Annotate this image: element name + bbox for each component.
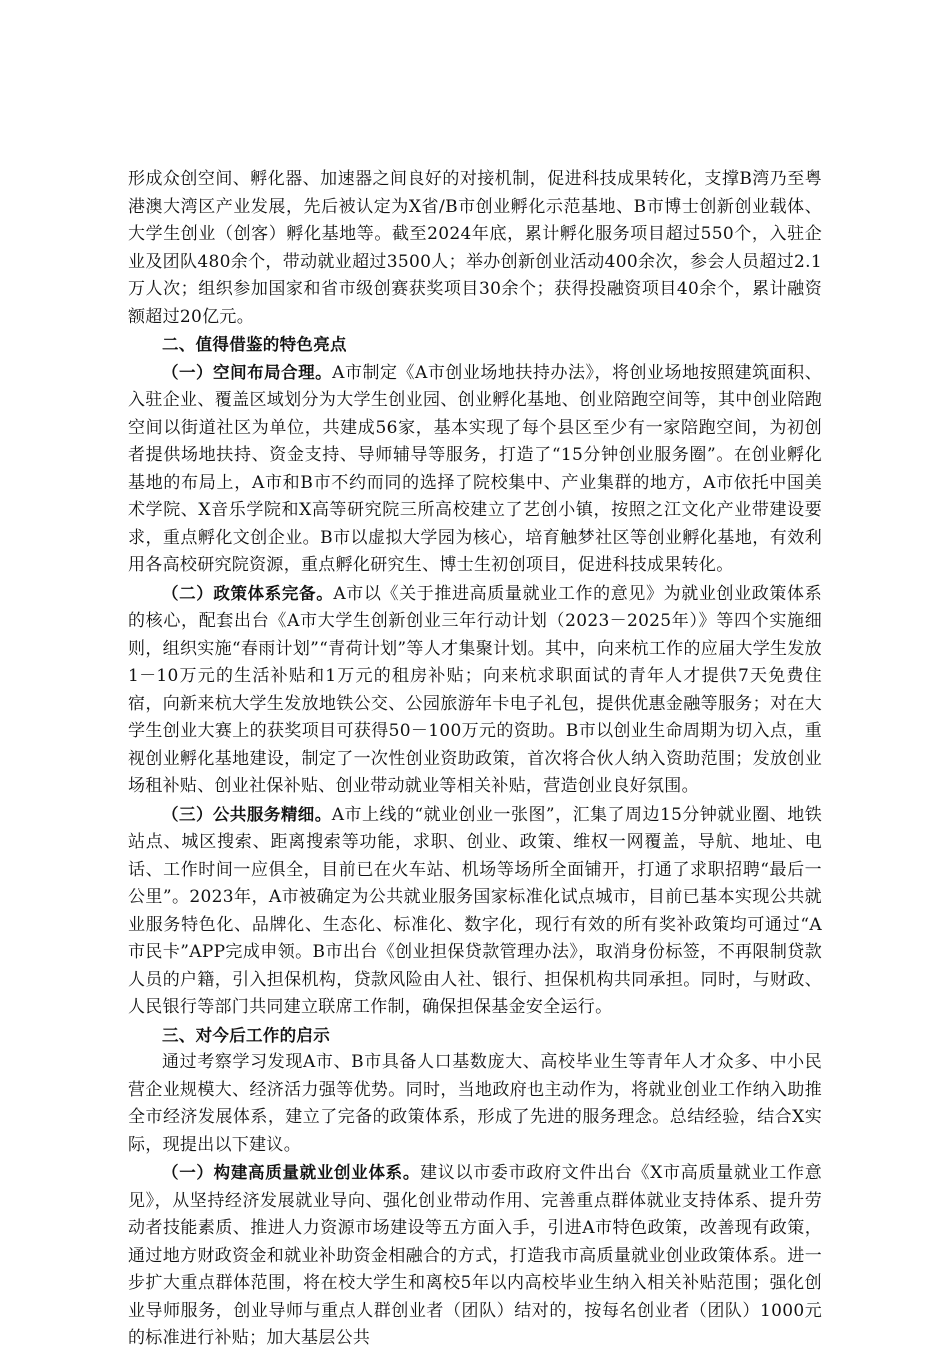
subsection-title: （一）空间布局合理。 [162, 362, 333, 382]
paragraph-body: 建议以市委市政府文件出台《X市高质量就业工作意见》，从坚持经济发展就业导向、强化创业带动作用、完善重点群体就业支持体系、提升劳动者技能素质、推进人力资源市场建设等五方面入手，引进A市特色政策，改善现有政策，通过地方财政资金和就业补助资金相融合的方式，打造我市高质量就业创业政策体系。进一步扩大重点群体范围，将在校大学生和离校5年以内高校毕业生纳入相关补贴范围；强化创业导师服务，创业导师与重点人群创业者（团队）结对的，按每名创业者（团队）1000元的标准进行补贴；加大基层公共 [128, 1163, 822, 1348]
paragraph-body: A市制定《A市创业场地扶持办法》，将创业场地按照建筑面积、入驻企业、覆盖区域划分为大学生创业园、创业孵化基地、创业陪跑空间等，其中创业陪跑空间以街道社区为单位，共建成56家，基本实现了每个县区至少有一家陪跑空间，为初创者提供场地扶持、资金支持、导师辅导等服务，打造了“15分钟创业服务圈”。在创业孵化基地的布局上，A市和B市不约而同的选择了院校集中、产业集群的地方，A市依托中国美术学院、X音乐学院和X高等研究院三所高校建立了艺创小镇，按照之江文化产业带建设要求，重点孵化文创企业。B市以虚拟大学园为核心，培育触梦社区等创业孵化基地，有效利用各高校研究院资源，重点孵化研究生、博士生初创项目，促进科技成果转化。 [128, 362, 822, 575]
paragraph-policy-system [128, 580, 822, 801]
subsection-title: （一）构建高质量就业创业体系。 [162, 1163, 421, 1182]
paragraph-body: A市以《关于推进高质量就业工作的意见》为就业创业政策体系的核心，配套出台《A市大学生创新创业三年行动计划（2023－2025年）》等四个实施细则，组织实施“春雨计划”“青荷计划”等人才集聚计划。其中，向来杭工作的应届大学生发放1－10万元的生活补贴和1万元的租房补贴；向来杭求职面试的青年人才提供7天免费住宿，向新来杭大学生发放地铁公交、公园旅游年卡电子礼包，提供优惠金融等服务；对在大学生创业大赛上的获奖项目可获得50－100万元的资助。B市以创业生命周期为切入点，重视创业孵化基地建设，制定了一次性创业资助政策，首次将合伙人纳入资助范围；发放创业场租补贴、创业社保补贴、创业带动就业等相关补贴，营造创业良好氛围。 [128, 583, 822, 796]
paragraph-public-service [128, 801, 822, 1022]
paragraph-intro: 形成众创空间、孵化器、加速器之间良好的对接机制，促进科技成果转化，支撑B湾乃至粤港澳大湾区产业发展，先后被认定为X省/B市创业孵化示范基地、B市博士创新创业载体、大学生创业（创客）孵化基地等。截至2024年底，累计孵化服务项目超过550个，入驻企业及团队480余个，带动就业超过3500人；举办创新创业活动400余次，参会人员超过2.1万人次；组织参加国家和省市级创赛获奖项目30余个；获得投融资项目40余个，累计融资额超过20亿元。 [128, 169, 822, 327]
document-page [128, 166, 822, 1353]
section-heading-2: 二、值得借鉴的特色亮点 [162, 335, 347, 354]
subsection-title: （二）政策体系完备。 [162, 583, 334, 603]
paragraph-build-system [128, 1159, 822, 1353]
subsection-title: （三）公共服务精细。 [162, 804, 332, 824]
paragraph-summary: 通过考察学习发现A市、B市具备人口基数庞大、高校毕业生等青年人才众多、中小民营企业规模大、经济活力强等优势。同时，当地政府也主动作为，将就业创业工作纳入助推全市经济发展体系，建立了完备的政策体系，形成了先进的服务理念。总结经验，结合X实际，现提出以下建议。 [128, 1052, 822, 1155]
paragraph-space-layout [128, 359, 822, 580]
section-heading-3: 三、对今后工作的启示 [162, 1025, 330, 1045]
paragraph-body: A市上线的“就业创业一张图”，汇集了周边15分钟就业圈、地铁站点、城区搜索、距离搜索等功能，求职、创业、政策、维权一网覆盖，导航、地址、电话、工作时间一应俱全，目前已在火车站、机场等场所全面铺开，打通了求职招聘“最后一公里”。2023年，A市被确定为公共就业服务国家标准化试点城市，目前已基本实现公共就业服务特色化、品牌化、生态化、标准化、数字化，现行有效的所有奖补政策均可通过“A市民卡”APP完成申领。B市出台《创业担保贷款管理办法》，取消身份标签，不再限制贷款人员的户籍，引入担保机构，贷款风险由人社、银行、担保机构共同承担。同时，与财政、人民银行等部门共同建立联席工作制，确保担保基金安全运行。 [128, 804, 822, 1017]
